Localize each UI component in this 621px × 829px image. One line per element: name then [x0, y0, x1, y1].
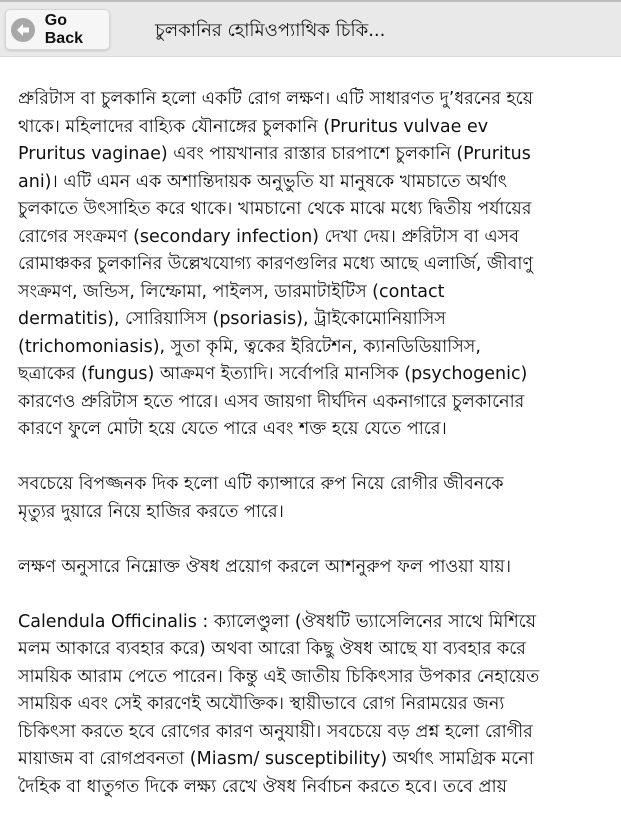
paragraph-line: চিকিৎসা করতে হবে রোগের কারণ অনুযায়ী। সবচেয়ে বড় প্রশ্ন হলো রোগীর [18, 721, 533, 742]
paragraph-line: Calendula Officinalis : ক্যালেণ্ডুলা (ঔষধটি ভ্যাসেলিনের সাথে মিশিয়ে [18, 611, 537, 632]
top-bar [0, 0, 621, 57]
paragraph-line: মলম আকারে ব্যবহার করে) অথবা আরো কিছু ঔষধ আছে যা ব্যবহার করে [18, 639, 526, 659]
paragraph-line: কারণে ফুলে মোটা হয়ে যেতে পারে এবং শক্ত হয়ে যেতে পারে। [18, 419, 447, 439]
page-title: চুলকানির হোমিওপ্যাথিক চিকি... [155, 20, 386, 41]
paragraph-line: প্রুরিটাস বা চুলকানি হলো একটি রোগ লক্ষণ। এটি সাধারণত দু’ধরনের হয়ে [18, 89, 534, 109]
article-paragraph [18, 609, 618, 802]
paragraph-line: রোমাঞ্চকর চুলকানির উল্লেখযোগ্য কারণগুলির মধ্যে আছে এলার্জি, জীবাণু [18, 254, 534, 274]
paragraph-line: রোগের সংক্রমণ (secondary infection) দেখা দেয়। প্রুরিটাস বা এসব [18, 226, 519, 247]
paragraph-line: থাকে। মহিলাদের বাহ্যিক যৌনাঙ্গের চুলকানি (Pruritus vulvae ev [18, 116, 489, 137]
paragraph-line: ছত্রাকের (fungus) আক্রমণ ইত্যাদি। সর্বোপরি মানসিক (psychogenic) [18, 364, 528, 384]
paragraph-line: কারণেও প্রুরিটাস হতে পারে। এসব জায়গা দীর্ঘদিন একনাগারে চুলকানোর [18, 391, 525, 412]
article-paragraph [18, 471, 618, 526]
article-paragraph [18, 554, 618, 582]
article-paragraph [18, 86, 618, 444]
paragraph-line: সাময়িক আরাম পেতে পারেন। কিন্তু এই জাতীয় চিকিৎসার উপকার নেহায়েত [18, 666, 540, 687]
paragraph-line: চুলকাতে উৎসাহিত করে থাকে। খামচানো থেকে মাঝে মধ্যে দ্বিতীয় পর্যায়ের [18, 199, 532, 219]
paragraph-line: (trichomoniasis), সুতা কৃমি, ত্বকের ইরিটেশন, ক্যানডিডিয়াসিস, [18, 336, 481, 357]
paragraph-line: সবচেয়ে বিপজ্জনক দিক হলো এটি ক্যান্সারে রুপ নিয়ে রোগীর জীবনকে [18, 474, 504, 494]
paragraph-line: দৈহিক বা ধাতুগত দিকে লক্ষ্য রেখে ঔষধ নির্বাচন করতে হবে। তবে প্রায় [18, 776, 507, 797]
paragraph-line: মায়াজম বা রোগপ্রবনতা (Miasm/ susceptibility) অর্থাৎ সামগ্রিক মনো [18, 749, 534, 769]
paragraph-line: মৃত্যুর দুয়ারে নিয়ে হাজির করতে পারে। [18, 501, 284, 522]
paragraph-line: সংক্রমণ, জন্ডিস, লিম্ফোমা, পাইলস, ডারমাটাইটিস (contact [18, 281, 445, 302]
paragraph-line: সাময়িক এবং সেই কারণেই অযৌক্তিক। স্থায়ীভাবে রোগ নিরাময়ের জন্য [18, 694, 505, 714]
article-body [18, 86, 618, 829]
arrow-left-circle-icon [11, 18, 35, 42]
paragraph-line: Pruritus vaginae) এবং পায়খানার রাস্তার চারপাশে চুলকানি (Pruritus [18, 144, 531, 164]
paragraph-line: ani)। এটি এমন এক অশান্তিদায়ক অনুভুতি যা মানুষকে খামচাতে অর্থাৎ [18, 171, 508, 192]
paragraph-line: লক্ষণ অনুসারে নিম্নোক্ত ঔষধ প্রয়োগ করলে আশনুরুপ ফল পাওয়া যায়। [18, 556, 511, 577]
go-back-button[interactable] [5, 9, 110, 50]
go-back-label: Go Back [44, 11, 83, 47]
paragraph-line: dermatitis), সোরিয়াসিস (psoriasis), ট্রাইকোমোনিয়াসিস [18, 309, 446, 329]
